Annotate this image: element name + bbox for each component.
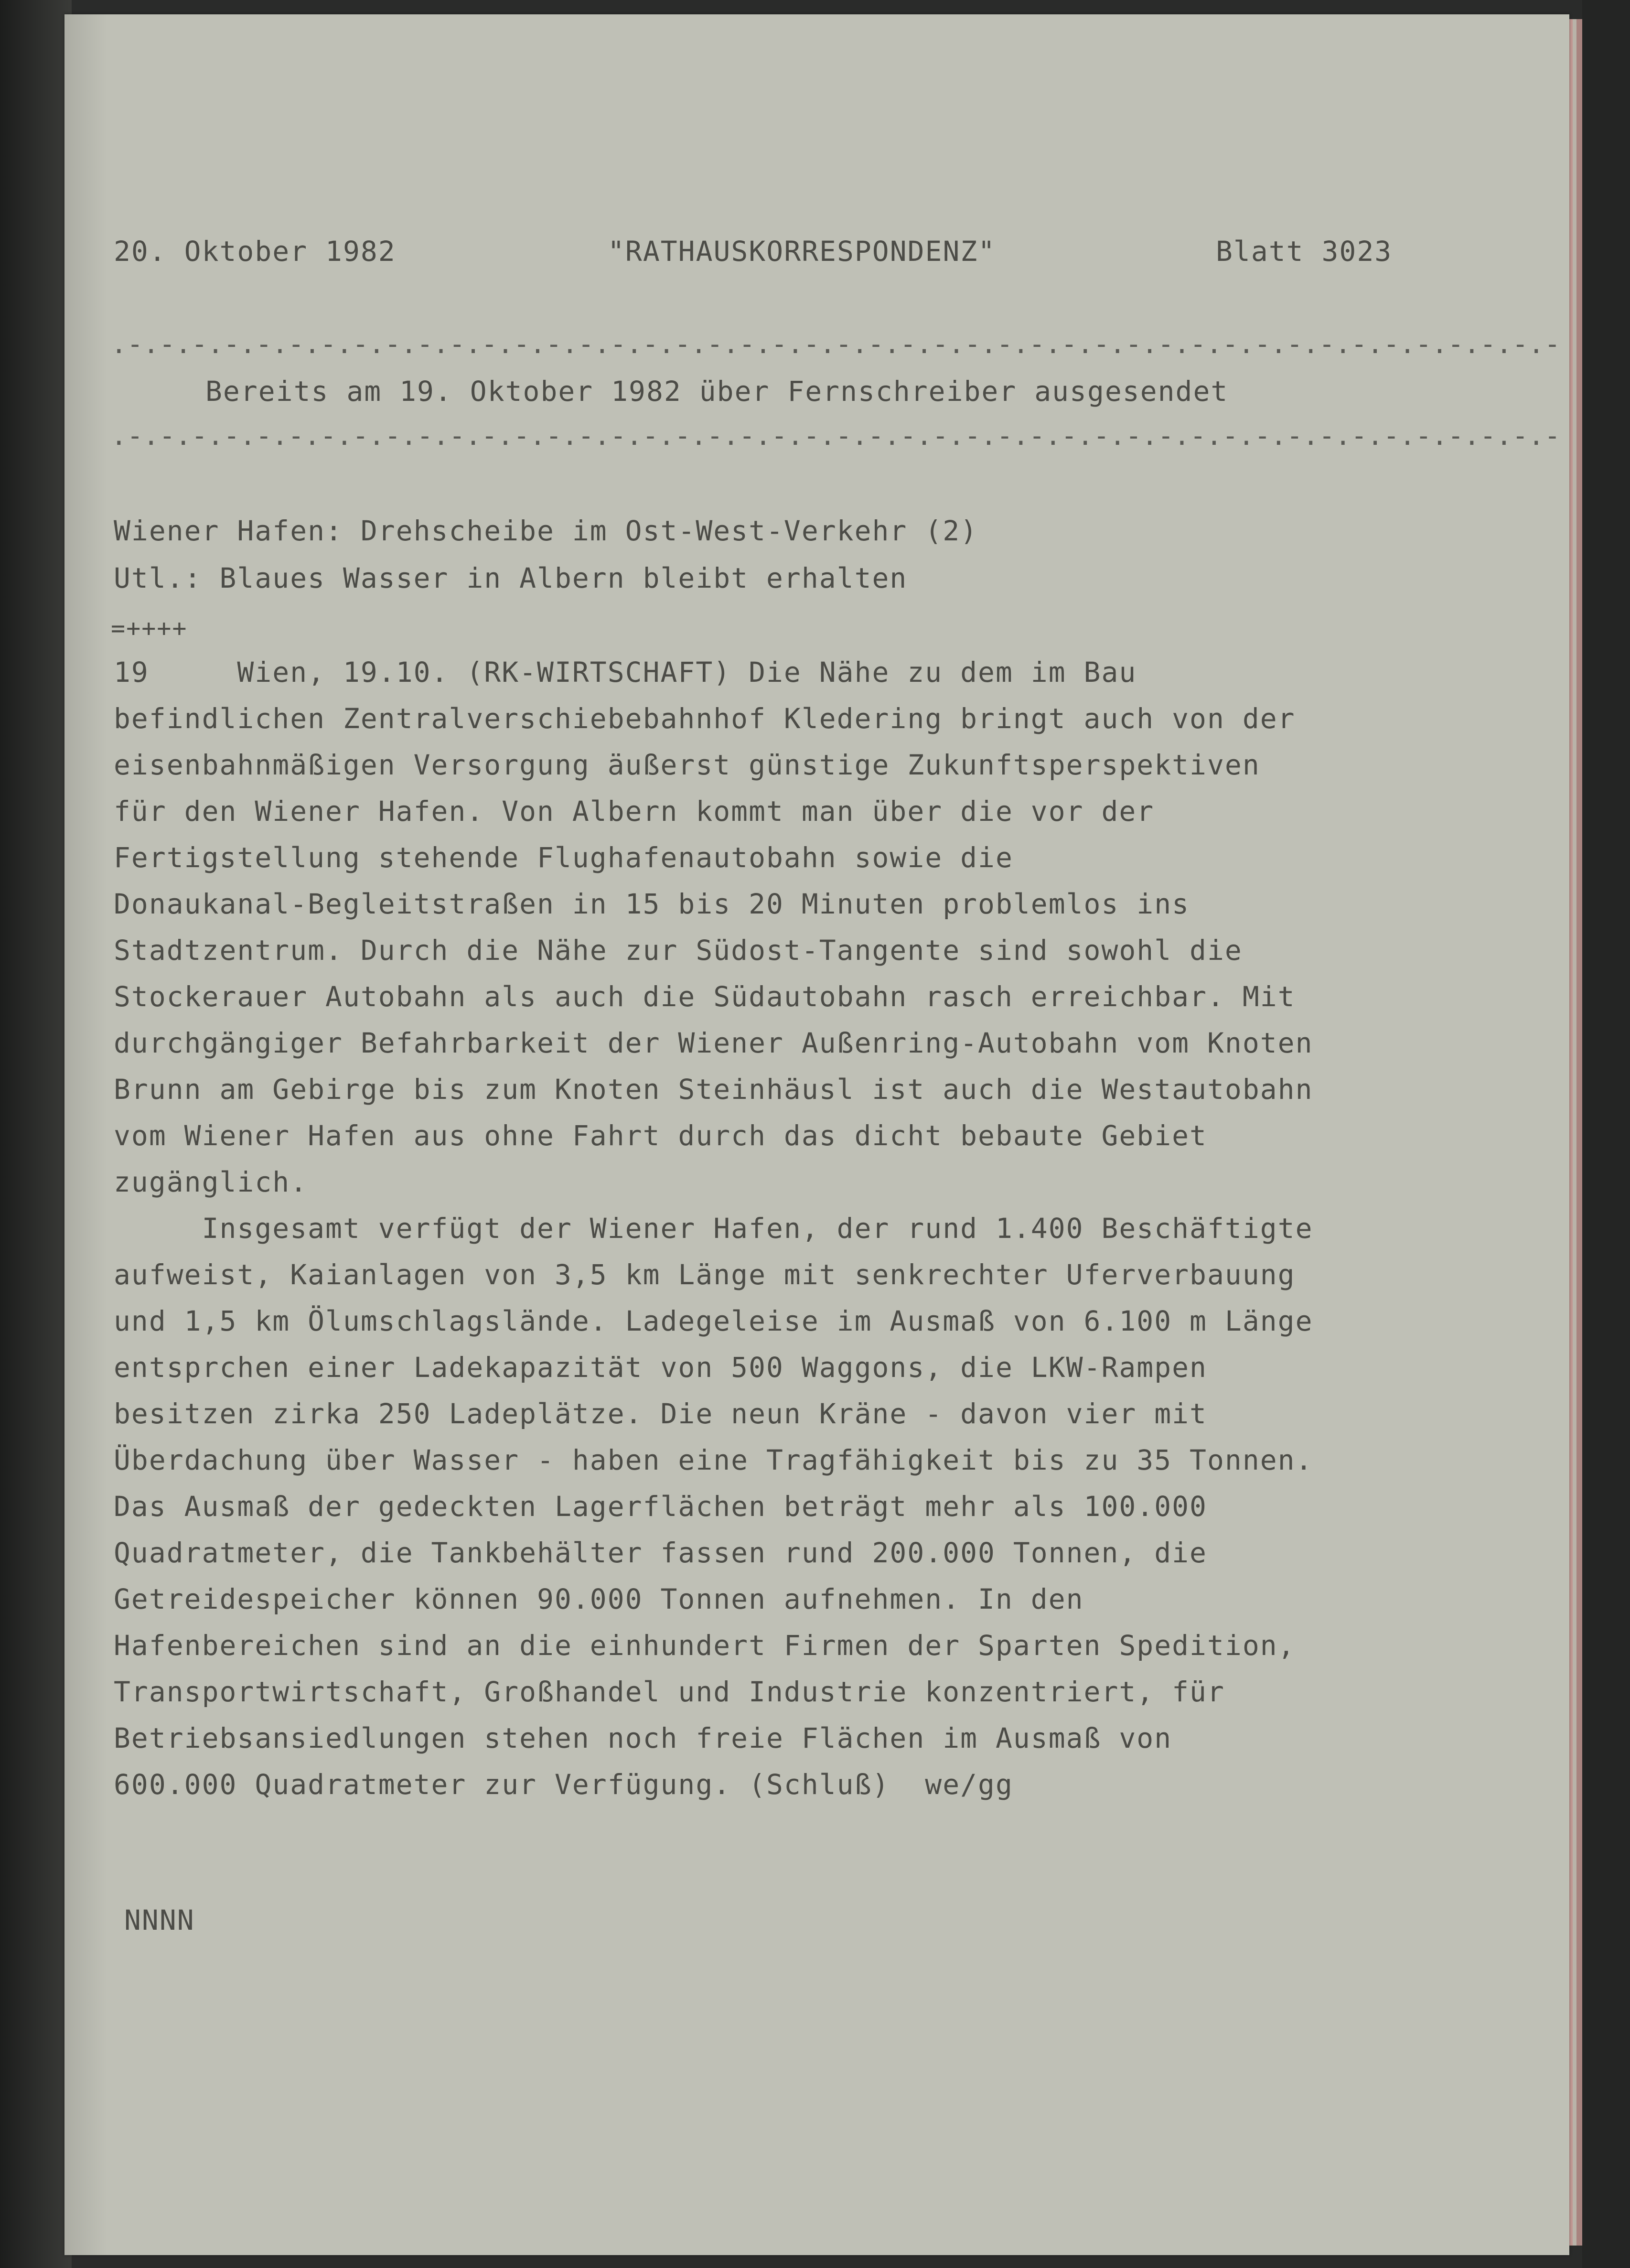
body-line: zugänglich.: [114, 1166, 308, 1198]
header-sheet-number: Blatt 3023: [1216, 235, 1393, 268]
body-line: Insgesamt verfügt der Wiener Hafen, der rund 1.400 Beschäftigte: [114, 1212, 1313, 1245]
body-line: eisenbahnmäßigen Versorgung äußerst günstige Zukunftsperspektiven: [114, 749, 1260, 781]
header-publication: "RATHAUSKORRESPONDENZ": [608, 235, 996, 268]
body-line: besitzen zirka 250 Ladeplätze. Die neun Kräne - davon vier mit: [114, 1397, 1207, 1430]
body-line: Betriebsansiedlungen stehen noch freie Flächen im Ausmaß von: [114, 1722, 1172, 1754]
body-line: durchgängiger Befahrbarkeit der Wiener Außenring-Autobahn vom Knoten: [114, 1027, 1313, 1059]
body-line: Fertigstellung stehende Flughafenautobahn sowie die: [114, 841, 1013, 874]
article-marker: =++++: [111, 614, 188, 642]
header-date: 20. Oktober 1982: [114, 235, 396, 268]
body-line: Brunn am Gebirge bis zum Knoten Steinhäusl ist auch die Westautobahn: [114, 1073, 1313, 1106]
body-line: Hafenbereichen sind an die einhundert Firmen der Sparten Spedition,: [114, 1629, 1296, 1662]
body-line: entsprchen einer Ladekapazität von 500 Waggons, die LKW-Rampen: [114, 1351, 1207, 1384]
article-title: Wiener Hafen: Drehscheibe im Ost-West-Verkehr (2): [114, 515, 978, 547]
body-line: vom Wiener Hafen aus ohne Fahrt durch das dicht bebaute Gebiet: [114, 1119, 1207, 1152]
body-line: Getreidespeicher können 90.000 Tonnen aufnehmen. In den: [114, 1583, 1084, 1615]
body-line: Quadratmeter, die Tankbehälter fassen rund 200.000 Tonnen, die: [114, 1537, 1207, 1569]
body-line: Stockerauer Autobahn als auch die Südautobahn rasch erreichbar. Mit: [114, 980, 1296, 1013]
body-line: für den Wiener Hafen. Von Albern kommt man über die vor der: [114, 795, 1155, 828]
book-binding-edge: [0, 0, 72, 2268]
body-line: Überdachung über Wasser - haben eine Tragfähigkeit bis zu 35 Tonnen.: [114, 1444, 1313, 1476]
body-line: Stadtzentrum. Durch die Nähe zur Südost-Tangente sind sowohl die: [114, 934, 1243, 967]
page-edge-stack: [1576, 19, 1582, 2246]
end-marker: NNNN: [124, 1904, 195, 1936]
body-line: Transportwirtschaft, Großhandel und Industrie konzentriert, für: [114, 1676, 1225, 1708]
body-line: befindlichen Zentralverschiebebahnhof Kledering bringt auch von der: [114, 702, 1296, 735]
article-subtitle: Utl.: Blaues Wasser in Albern bleibt erhalten: [114, 562, 908, 594]
page-edge-stack: [1573, 19, 1576, 2246]
body-line: Das Ausmaß der gedeckten Lagerflächen beträgt mehr als 100.000: [114, 1490, 1207, 1523]
body-line: Donaukanal-Begleitstraßen in 15 bis 20 Minuten problemlos ins: [114, 888, 1190, 920]
body-line: 19 Wien, 19.10. (RK-WIRTSCHAFT) Die Nähe zu dem im Bau: [114, 656, 1137, 688]
broadcast-note: Bereits am 19. Oktober 1982 über Fernschreiber ausgesendet: [205, 375, 1229, 408]
body-line: aufweist, Kaianlagen von 3,5 km Länge mit senkrechter Uferverbauung: [114, 1258, 1296, 1291]
separator-top: .-.-.-.-.-.-.-.-.-.-.-.-.-.-.-.-.-.-.-.-.-.-.-.-.-.-.-.-.-.-.-.-.-.-.-.-.-.-.-.-.-.-.-.-.-: [111, 329, 1561, 360]
scan-background-right: [1582, 0, 1630, 2268]
body-line: 600.000 Quadratmeter zur Verfügung. (Schluß) we/gg: [114, 1768, 1013, 1801]
body-line: und 1,5 km Ölumschlagslände. Ladegeleise im Ausmaß von 6.100 m Länge: [114, 1305, 1313, 1337]
separator-bottom: .-.-.-.-.-.-.-.-.-.-.-.-.-.-.-.-.-.-.-.-.-.-.-.-.-.-.-.-.-.-.-.-.-.-.-.-.-.-.-.-.-.-.-.-.-: [111, 420, 1561, 451]
